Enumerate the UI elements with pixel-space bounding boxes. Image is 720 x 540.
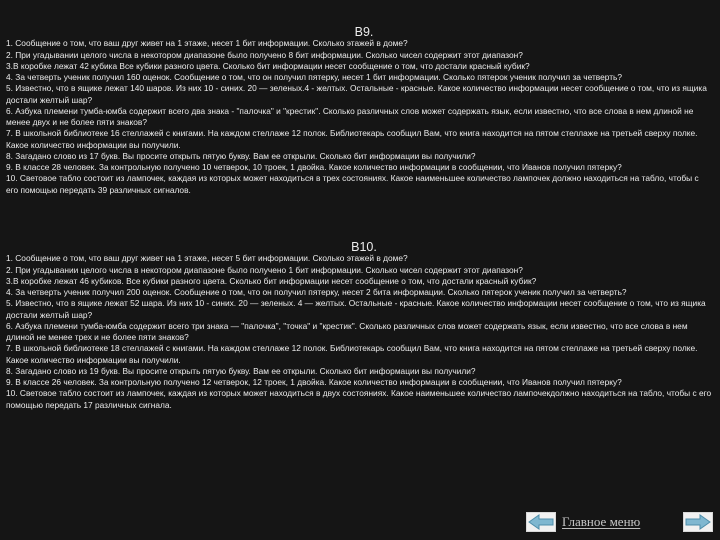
variant-b10-question-6: 6. Азбука племени тумба-юмба содержит всего три знака — "палочка", "точка" и "крестик". Сколько различных слов может содержать язык, если известно, что все слова в нем длиной не менее трех и не более пяти знаков?: [6, 320, 688, 342]
variant-b10-question-5: 5. Известно, что в ящике лежат 52 шара. Из них 10 - синих. 20 — зеленых. 4 — желтых. Остальные - красные. Какое количество информации несет сообщение о том, что из ящика достали желтый шар?: [6, 298, 706, 320]
variant-b10-question-2: 2. При угадывании целого числа в некотором диапазоне было получено 1 бит информации. Сколько чисел содержит этот диапазон?: [6, 264, 523, 275]
back-button[interactable]: [526, 512, 556, 532]
variant-b10-question-4: 4. За четверть ученик получил 200 оценок. Сообщение о том, что он получил пятерку, несет 2 бита информации. Сколько пятерок ученик получил за четверть?: [6, 287, 627, 297]
variant-b10-question-10: 10. Световое табло состоит из лампочек, каждая из которых может находиться в двух состояниях. Какое наименьшее количество лампочекдолжно находиться на табло, чтобы с его помощью передать 17 различных сигнала.: [6, 388, 712, 410]
variant-b9-question-4: 4. За четверть ученик получил 160 оценок. Сообщение о том, что он получил пятерку, несет 1 бит информации. Сколько пятерок ученик получил за четверть?: [6, 72, 623, 82]
variant-b9-question-5: 5. Известно, что в ящике лежат 140 шаров. Из них 10 - синих. 20 — зеленых.4 - желтых. Остальные - красные. Какое количество информации несет сообщение о том, что из ящика достали желтый шар?: [6, 83, 707, 105]
variant-b10-question-7: 7. В школьной библиотеке 18 стеллажей с книгами. На каждом стеллаже 12 полок. Библиотекарь сообщил Вам, что книга находится на пятом стеллаже на третьей сверху полке. Какое количество информации вы получили.: [6, 343, 698, 365]
forward-button[interactable]: [683, 512, 713, 532]
variant-b9-title: В9.: [354, 25, 374, 39]
variant-b10-question-1: 1. Сообщение о том, что ваш друг живет на 1 этаже, несет 5 бит информации. Сколько этажей в доме?: [6, 253, 408, 264]
variant-b10-title: В10.: [351, 240, 377, 254]
variant-b10-question-3: 3.В коробке лежат 46 кубиков. Все кубики разного цвета. Сколько бит информации несет сообщение о том, что достали красный кубик?: [6, 275, 537, 286]
variant-b9-question-10: 10. Световое табло состоит из лампочек, каждая из которых может находиться в трех состояниях. Какое наименьшее количество лампочек должно находиться на табло, чтобы с его помощью передать 39 различных сигналов.: [6, 173, 699, 195]
variant-b9: [6, 27, 712, 196]
left-arrow-icon: [527, 513, 555, 531]
variant-b10: [6, 242, 712, 411]
variant-b10-question-9: 9. В классе 26 человек. За контрольную получено 12 четверок, 12 троек, 1 двойка. Какое количество информации в сообщении, что Иванов получил пятерку?: [6, 377, 622, 387]
variant-b9-question-7: 7. В школьной библиотеке 16 стеллажей с книгами. На каждом стеллаже 12 полок. Библиотекарь сообщил Вам, что книга находится на пятом стеллаже на третьей сверху полке. Какое количество информации вы получили.: [6, 128, 698, 150]
main-menu-link[interactable]: Главное меню: [562, 514, 641, 529]
variant-b9-question-6: 6. Азбука племени тумба-юмба содержит всего два знака - "палочка" и "крестик". Сколько различных слов может содержать язык, если известно, что все слова в нем длиной не менее двух и не более пяти знаков?: [6, 105, 694, 127]
right-arrow-icon: [684, 513, 712, 531]
variant-b10-question-8: 8. Загадано слово из 19 букв. Вы просите открыть пятую букву. Вам ее открыли. Сколько бит информации вы получили?: [6, 365, 476, 376]
variant-b9-question-3: 3.В коробке лежат 42 кубика Все кубики разного цвета. Сколько бит информации несет сообщение о том, что достали красный кубик?: [6, 60, 530, 71]
variant-b9-question-8: 8. Загадано слово из 17 букв. Вы просите открыть пятую букву. Вам ее открыли. Сколько бит информации вы получили?: [6, 150, 476, 161]
variant-b9-question-2: 2. При угадывании целого числа в некотором диапазоне было получено 8 бит информации. Сколько чисел содержит этот диапазон?: [6, 49, 523, 60]
variant-b9-question-1: 1. Сообщение о том, что ваш друг живет на 1 этаже, несет 1 бит информации. Сколько этажей в доме?: [6, 38, 408, 49]
variant-b9-question-9: 9. В классе 28 человек. За контрольную получено 10 четверок, 10 троек, 1 двойка. Какое количество информации в сообщении, что Иванов получил пятерку?: [6, 162, 622, 172]
